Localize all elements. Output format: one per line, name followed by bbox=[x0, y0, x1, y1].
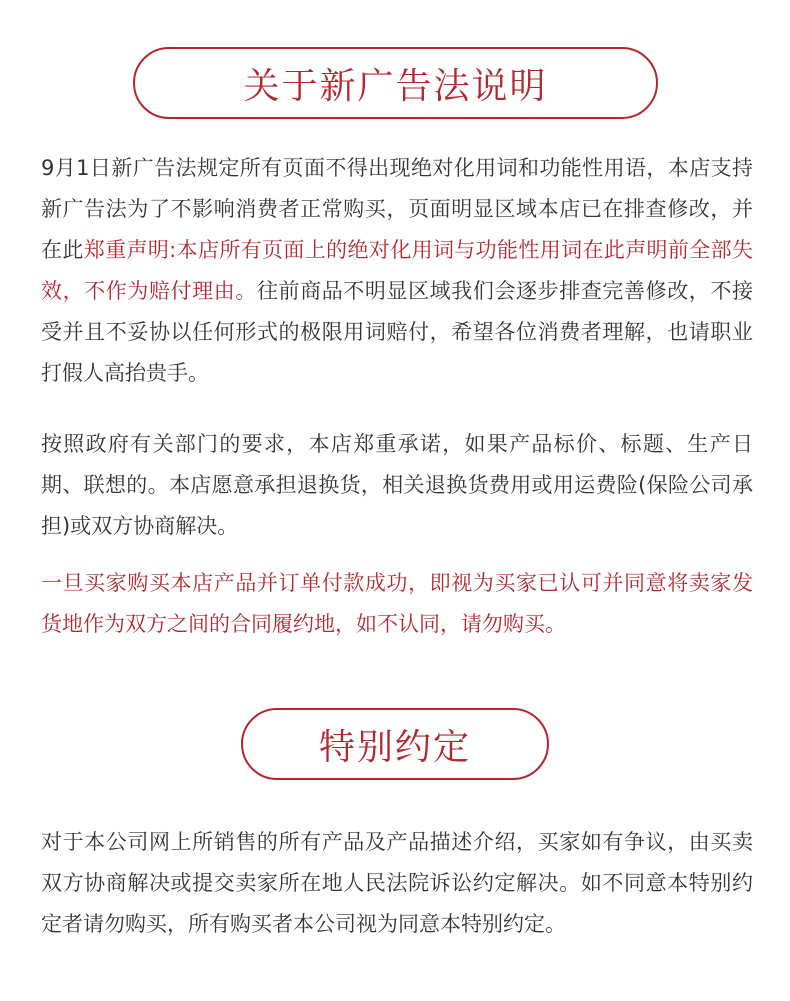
commitment-paragraph bbox=[41, 424, 753, 547]
section-title-ad-law-text: 关于新广告法说明 bbox=[243, 65, 548, 107]
ad-law-declaration-text: 郑重声明:本店所有页面上的绝对化用词与功能性用词在此声明前全部失效，不作为赔付理由。 bbox=[41, 238, 754, 303]
section-title-special-agreement bbox=[241, 708, 549, 780]
ad-law-intro-text: 9月1日新广告法规定所有页面不得出现绝对化用词和功能性用语，本店支持新广告法为了不影响消费者正常购买，页面明显区域本店已在排查修改，并在此 bbox=[41, 156, 753, 262]
ad-law-followup-text: 往前商品不明显区域我们会逐步排查完善修改，不接受并且不妥协以任何形式的极限用词赔付，希望各位消费者理解，也请职业打假人高抬贵手。 bbox=[41, 279, 753, 385]
contract-location-text: 一旦买家购买本店产品并订单付款成功，即视为买家已认可并同意将卖家发货地作为双方之间的合同履约地，如不认同，请勿购买。 bbox=[41, 571, 753, 636]
commitment-text: 按照政府有关部门的要求，本店郑重承诺，如果产品标价、标题、生产日期、联想的。本店愿意承担退换货，相关退换货费用或用运费险(保险公司承担)或双方协商解决。 bbox=[41, 432, 753, 538]
special-agreement-paragraph bbox=[41, 822, 753, 945]
contract-location-paragraph bbox=[41, 563, 753, 645]
section-title-special-agreement-text: 特别约定 bbox=[318, 726, 471, 768]
special-agreement-text: 对于本公司网上所销售的所有产品及产品描述介绍，买家如有争议，由买卖双方协商解决或提交卖家所在地人民法院诉讼约定解决。如不同意本特别约定者请勿购买，所有购买者本公司视为同意本特别约定。 bbox=[41, 830, 753, 936]
section-title-ad-law bbox=[133, 47, 658, 119]
ad-law-paragraph bbox=[41, 148, 753, 394]
